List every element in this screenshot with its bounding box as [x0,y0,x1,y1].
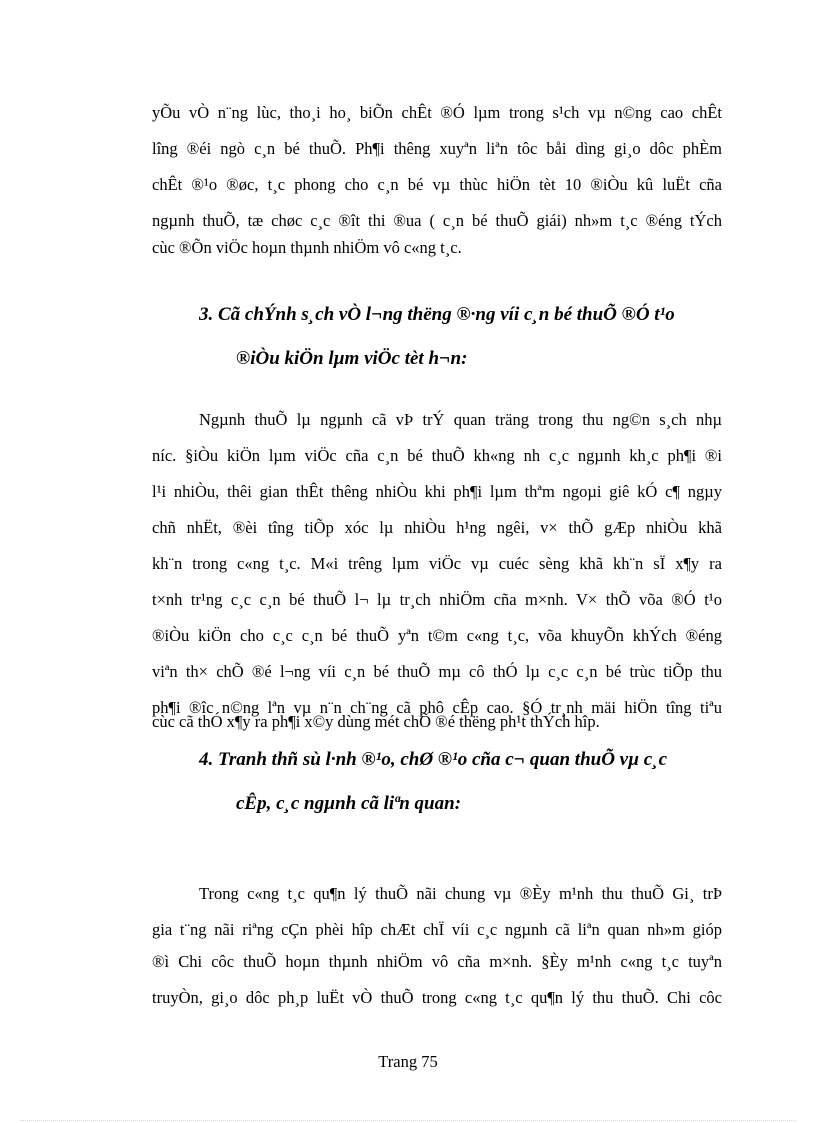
paragraph-line: ®iÒu kiÖn cho c¸c c¸n bé thuÕ yªn t©m c«ng t¸c, võa khuyÕn khÝch ®éng [152,626,722,645]
paragraph-line: viªn th× chÕ ®é l¬ng víi c¸n bé thuÕ mµ cô thÓ lµ c¸c c¸n bé trùc tiÕp thu [152,662,722,681]
paragraph-line: truyÒn, gi¸o dôc ph¸p luËt vÒ thuÕ trong c«ng t¸c qu¶n lý thu thuÕ. Chi côc [152,988,722,1007]
page-bottom-divider [20,1120,796,1121]
paragraph-line: níc. §iÒu kiÖn lµm viÖc cña c¸n bé thuÕ kh«ng nh c¸c ngµnh kh¸c ph¶i ®i [152,446,722,465]
paragraph-line: kh¨n trong c«ng t¸c. M«i trêng lµm viÖc vµ cuéc sèng khã kh¨n sÏ x¶y ra [152,554,722,573]
paragraph-line: gia t¨ng nãi riªng cÇn phèi hîp chÆt chÏ víi c¸c ngµnh cã liªn quan nh»m gióp [152,920,722,939]
paragraph-line: Trong c«ng t¸c qu¶n lý thuÕ nãi chung vµ ®Èy m¹nh thu thuÕ Gi¸ trÞ [199,884,722,903]
paragraph-line: ®ì Chi côc thuÕ hoµn thµnh nhiÖm vô cña m×nh. §Èy m¹nh c«ng t¸c tuyªn [152,952,722,971]
heading-line: cÊp, c¸c ngµnh cã liªn quan: [236,793,462,814]
paragraph-line: chñ nhËt, ®èi tîng tiÕp xóc lµ nhiÒu h¹ng ngêi, v× thÕ gÆp nhiÒu khã [152,518,722,537]
paragraph-line: ph¶i ®îc n©ng lªn vµ n¨n ch¨ng cã phô cÊp cao. §Ó tr¸nh mäi hiÖn tîng tiªu [152,698,722,717]
paragraph-line: l¹i nhiÒu, thêi gian thÊt thêng nhiÒu khi ph¶i lµm thªm ngoµi giê kÓ c¶ ngµy [152,482,722,501]
paragraph-line: ngµnh thuÕ, tæ chøc c¸c ®ît thi ®ua ( c¸n bé thuÕ giái) nh»m t¸c ®éng tÝch [152,211,722,230]
heading-line: 4. Tranh thñ sù l·nh ®¹o, chØ ®¹o cña c¬ quan thuÕ vµ c¸c [199,749,668,770]
heading-line: 3. Cã chÝnh s¸ch vÒ l¬ng thëng ®·ng víi c¸n bé thuÕ ®Ó t¹o [199,304,675,325]
paragraph-line: chÊt ®¹o ®øc, t¸c phong cho c¸n bé vµ thùc hiÖn tèt 10 ®iÒu kû luËt cña [152,175,722,194]
paragraph-line: lîng ®éi ngò c¸n bé thuÕ. Ph¶i thêng xuyªn liªn tôc båi dìng gi¸o dôc phÈm [152,139,722,158]
page-number: Trang 75 [378,1052,438,1071]
paragraph-line: yÕu vÒ n¨ng lùc, tho¸i ho¸ biÕn chÊt ®Ó lµm trong s¹ch vµ n©ng cao chÊt [152,103,722,122]
paragraph-line: t×nh tr¹ng c¸c c¸n bé thuÕ l¬ lµ tr¸ch nhiÖm cña m×nh. V× thÕ võa ®Ó t¹o [152,590,722,609]
paragraph-line: cùc cã thÓ x¶y ra ph¶i x©y dùng mét chÕ ®é thëng ph¹t thÝch hîp. [152,712,600,731]
paragraph-line: Ngµnh thuÕ lµ ngµnh cã vÞ trÝ quan träng trong thu ng©n s¸ch nhµ [199,410,722,429]
paragraph-line: cùc ®Õn viÖc hoµn thµnh nhiÖm vô c«ng t¸c. [152,238,462,257]
heading-line: ®iÒu kiÖn lµm viÖc tèt h¬n: [236,348,468,369]
